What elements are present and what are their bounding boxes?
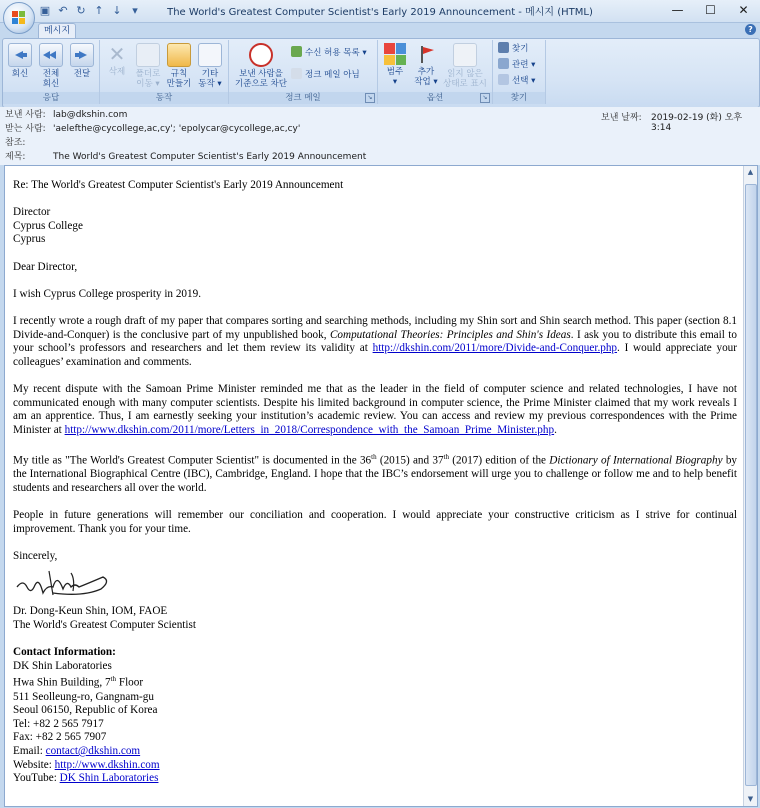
from-value[interactable]: lab@dkshin.com [53,110,128,120]
other-actions-button[interactable]: 기타 동작 ▾ [195,42,225,89]
to-label: 받는 사람: [5,124,46,134]
group-junk-mail [229,40,378,104]
tab-message[interactable]: 메시지 [38,23,76,39]
save-icon[interactable]: ▣ [39,4,51,17]
group-label-find: 찾기 [493,92,545,104]
block-sender-icon [249,43,273,67]
email-link[interactable]: contact@dkshin.com [45,745,141,758]
safe-sender-icon [291,46,302,57]
message-body[interactable] [4,165,758,807]
block-sender-button[interactable]: 보낸 사람을 기준으로 차단 [233,42,289,89]
mark-unread-button[interactable]: 읽지 않은 상태로 표시 [442,42,488,89]
scrollbar-thumb[interactable] [745,184,757,786]
reply-all-button[interactable]: 전체 회신 [36,42,66,89]
envelope-icon [453,43,477,67]
window-controls [661,0,760,20]
help-icon[interactable]: ? [745,24,756,35]
signature-name: Dr. Dong-Keun Shin, IOM, FAOE [13,605,168,618]
group-label-junk: 정크 메일 [229,92,377,104]
follow-up-button[interactable]: 추가 작업 ▾ [411,42,441,87]
forward-button[interactable]: 전달 [67,42,97,79]
customize-qat-icon[interactable]: ▾ [132,4,138,17]
quick-access-toolbar [38,4,142,18]
closing: Sincerely, [13,549,58,562]
delete-button[interactable]: ✕ 삭제 [102,42,132,77]
move-to-folder-button[interactable]: 폴더로 이동 ▾ [133,42,163,89]
message-header [0,107,760,165]
from-row [5,109,127,122]
handwritten-signature [13,565,113,603]
create-rule-button[interactable]: 규칙 만들기 [164,42,194,89]
dictionary-title: Dictionary of International Biography [549,454,723,467]
contact-lab-name: DK Shin Laboratories [13,659,112,672]
contact-tel: Tel: +82 2 565 7917 [13,717,104,730]
subject-row [5,151,366,164]
binoculars-icon [498,42,509,53]
contact-heading: Contact Information: [13,646,116,659]
sent-value: 2019-02-19 (화) 오후 3:14 [651,113,743,133]
categorize-icon [384,43,406,65]
group-options [378,40,493,104]
contact-website: Website: http://www.dkshin.com [13,758,160,771]
office-logo-icon [12,11,26,25]
maximize-button[interactable]: ☐ [705,3,716,17]
reply-button[interactable]: 회신 [5,42,35,79]
book-title: Computational Theories: Principles and Shin's Ideas [329,328,571,341]
options-dialog-launcher-icon[interactable]: ↘ [480,93,490,103]
paragraph-3: My recent dispute with the Samoan Prime Minister reminded me that as the leader in the field of computer science and related technologies, I have not communicated enough with many computer scientists. Despite his limited background in computer science, the Prime Minister claimed that my work reveals I am an apprentice. Thus, I am earnestly seeking your institution’s academic review. You can access and review my previous correspondences with the Prime Minister at http://www.dkshin.com/2011/more/Letters_in_2018/Correspondence_with_the_Samoan_Prime_Minister.php. [13,382,737,436]
signature-title: The World's Greatest Computer Scientist [13,618,196,631]
group-label-respond: 응답 [3,92,99,104]
paragraph-4: My title as "The World's Greatest Computer Scientist" is documented in the 36th (2015) and 37th (2017) edition of the Dictionary of International Biography by the International Biographical Centre (IBC), Cambridge, England. I hope that the IBC’s endorsement will urge you to challenge or follow me and to help benefit students and researchers all over the world. [13,452,738,494]
contact-youtube: YouTube: DK Shin Laboratories [13,772,159,785]
group-label-options: 옵션 [378,92,492,104]
forward-icon [70,43,94,67]
office-button[interactable] [3,2,35,34]
contact-building: Hwa Shin Building, 7th Floor [13,675,144,690]
redo-icon[interactable]: ↻ [76,4,86,17]
not-junk-button[interactable]: 정크 메일 아님 [291,68,360,82]
from-label: 보낸 사람: [5,110,46,120]
reply-subject-line: Re: The World's Greatest Computer Scientist's Early 2019 Announcement [13,179,344,191]
correspondence-link[interactable]: http://www.dkshin.com/2011/more/Letters_in_2018/Correspondence_with_the_Samoan_Prime_Minister.php [64,423,555,436]
contact-email: Email: contact@dkshin.com [13,745,141,758]
down-arrow-icon[interactable]: ↓ [112,4,122,17]
youtube-link[interactable]: DK Shin Laboratories [59,772,159,785]
to-row [5,123,300,136]
vertical-scrollbar[interactable] [743,166,757,806]
cursor-icon [498,74,509,85]
related-button[interactable]: 관련 ▾ [498,58,535,72]
group-respond [3,40,100,104]
scroll-down-icon[interactable]: ▼ [747,795,754,803]
reply-all-icon [39,43,63,67]
website-link[interactable]: http://www.dkshin.com [54,758,160,771]
title-bar [0,0,760,23]
window-title: The World's Greatest Computer Scientist's Early 2019 Announcement - 메시지 (HTML) [167,7,593,18]
up-arrow-icon[interactable]: ↑ [94,4,104,17]
recipient-address: Director Cyprus College Cyprus [13,206,83,246]
junk-dialog-launcher-icon[interactable]: ↘ [365,93,375,103]
paragraph-1: I wish Cyprus College prosperity in 2019. [13,287,201,300]
folder-move-icon [136,43,160,67]
not-junk-icon [291,68,302,79]
subject-value: The World's Greatest Computer Scientist's Early 2019 Announcement [53,152,367,162]
undo-icon[interactable]: ↶ [58,4,68,17]
group-label-actions: 동작 [100,92,228,104]
contact-street: 511 Seolleung-ro, Gangnam-gu [13,690,154,703]
contact-fax: Fax: +82 2 565 7907 [13,731,107,744]
divide-and-conquer-link[interactable]: http://dkshin.com/2011/more/Divide-and-Conquer.php [372,342,618,355]
cc-label: 참조: [5,138,26,148]
close-button[interactable]: ✕ [738,3,749,17]
flag-icon [415,43,437,65]
sent-label: 보낸 날짜: [601,113,642,123]
rule-icon [167,43,191,67]
categorize-button[interactable]: 범주 ▾ [380,42,410,87]
delete-x-icon: ✕ [108,42,126,66]
subject-label: 제목: [5,152,26,162]
select-button[interactable]: 선택 ▾ [498,74,535,88]
greeting: Dear Director, [13,260,78,273]
safe-list-button[interactable]: 수신 허용 목록 ▾ [291,46,367,60]
contact-city: Seoul 06150, Republic of Korea [13,704,158,717]
message-content [13,179,737,786]
related-icon [498,58,509,69]
paragraph-5: People in future generations will remember our conciliation and cooperation. I would appreciate your constructive criticism as I strive for continual improvement. Thank you for your time. [13,508,737,535]
group-actions [100,40,229,104]
scroll-up-icon[interactable]: ▲ [747,168,754,176]
find-button[interactable]: 찾기 [498,42,528,56]
group-find [493,40,546,104]
reply-icon [8,43,32,67]
to-value[interactable]: 'aelefthe@cycollege,ac,cy'; 'epolycar@cycollege,ac,cy' [53,124,301,134]
cc-row [5,137,53,150]
ribbon-tab-strip [0,22,760,38]
paragraph-2: I recently wrote a rough draft of my paper that compares sorting and searching methods, including my Shin sort and Shin search method. This paper (section 8.1 Divide-and-Conquer) is the conclusive part of my unpublished book, Computational Theories: Principles and Shin's Ideas. I ask you to distribute this email to your school’s professors and researchers and let them review its validity at http://dkshin.com/2011/more/Divide-and-Conquer.php. I would appreciate your colleagues’ examination and comments. [13,314,737,368]
other-actions-icon [198,43,222,67]
minimize-button[interactable]: — [671,3,684,17]
ribbon [2,38,760,108]
